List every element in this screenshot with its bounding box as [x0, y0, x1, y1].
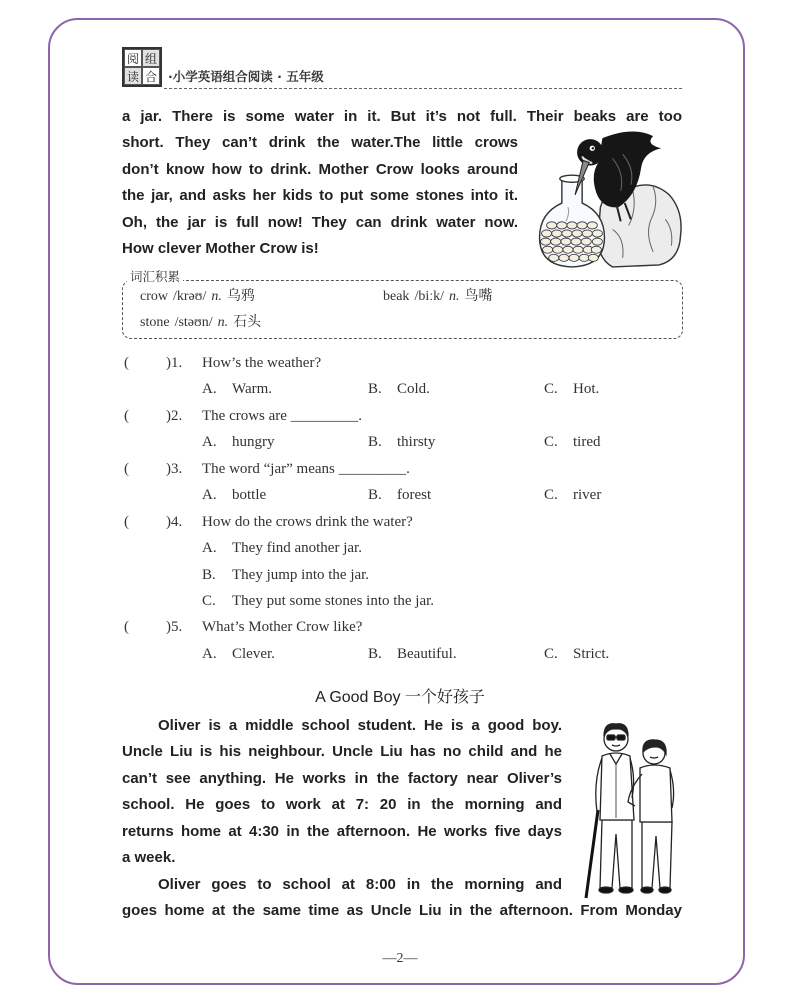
- option-text: tired: [573, 434, 601, 451]
- options-row: [0, 535, 790, 561]
- stones: [541, 222, 603, 262]
- option-text: Hot.: [573, 381, 600, 398]
- options-row: [0, 562, 790, 588]
- options-row: [0, 429, 790, 455]
- logo-char: 组: [142, 49, 160, 67]
- vocab-word: crow: [140, 289, 168, 304]
- question-row: [0, 456, 790, 482]
- answer-bracket-close: ): [166, 619, 171, 636]
- option-letter: B.: [202, 566, 216, 583]
- option-letter: C.: [544, 381, 558, 398]
- options-row: [0, 588, 790, 614]
- vocab-meaning: 鸟嘴: [464, 289, 493, 304]
- passage-line: Oliver is a middle school student. He is a good boy.: [158, 717, 562, 734]
- option-letter: B.: [368, 434, 382, 451]
- answer-bracket-close: ): [166, 407, 171, 424]
- passage-line: don’t know how to drink. Mother Crow looks around: [122, 160, 518, 178]
- question-number: [166, 614, 182, 640]
- option-letter: B.: [368, 487, 382, 504]
- sunglasses: [607, 735, 615, 740]
- answer-bracket-close: ): [166, 513, 171, 530]
- option-letter: A.: [202, 540, 217, 557]
- series-logo: [122, 47, 162, 87]
- option-letter: A.: [202, 381, 217, 398]
- passage-line: a jar. There is some water in it. But it’s not full. Their beaks are too: [122, 108, 682, 125]
- answer-bracket-open: (: [124, 460, 129, 477]
- vocab-pos: n.: [217, 315, 229, 330]
- option-letter: A.: [202, 434, 217, 451]
- passage-line: can’t see anything. He works in the factory near Oliver’s: [122, 769, 562, 787]
- header-divider: [164, 88, 682, 89]
- option-letter: A.: [202, 645, 217, 662]
- passage-line: the jar, and asks her kids to put some stones into it.: [122, 187, 518, 205]
- vocabulary-item: [140, 287, 260, 307]
- passage-line: returns home at 4:30 in the afternoon. He works five days: [122, 822, 562, 840]
- option-text: They jump into the jar.: [232, 566, 370, 583]
- question-text: The crows are _________.: [202, 407, 362, 424]
- question-text: What’s Mother Crow like?: [202, 619, 363, 636]
- question-text: How do the crows drink the water?: [202, 513, 413, 530]
- vocab-word: stone: [140, 315, 170, 330]
- option-text: Warm.: [232, 381, 273, 398]
- question-number: [166, 350, 182, 376]
- boy: [628, 740, 674, 893]
- question-number-text: 3.: [171, 460, 183, 477]
- option-text: Cold.: [397, 381, 430, 398]
- option-text: hungry: [232, 434, 275, 451]
- option-text: Strict.: [573, 645, 610, 662]
- question-row: [0, 614, 790, 640]
- option-text: river: [573, 487, 602, 504]
- passage-line: school. He goes to work at 7: 20 in the morning and: [122, 796, 562, 814]
- option-letter: C.: [544, 434, 558, 451]
- passage-line: goes home at the same time as Uncle Liu in the afternoon. From Monday: [122, 902, 682, 920]
- cane: [586, 810, 598, 898]
- passage-line: Oliver goes to school at 8:00 in the morning and: [158, 875, 562, 893]
- crow-jar-illustration: [530, 128, 685, 270]
- option-text: bottle: [232, 487, 267, 504]
- running-header: ·小学英语组合阅读 · 五年级: [168, 69, 324, 84]
- option-text: They put some stones into the jar.: [232, 592, 435, 609]
- passage-line: Oh, the jar is full now! They can drink water now.: [122, 213, 518, 231]
- option-letter: B.: [368, 645, 382, 662]
- question-number: [166, 403, 182, 429]
- question-number: [166, 456, 182, 482]
- options-row: [0, 376, 790, 402]
- passage-line: a week.: [122, 849, 176, 867]
- blind-man: [586, 724, 634, 898]
- answer-bracket-open: (: [124, 619, 129, 636]
- option-text: forest: [397, 487, 432, 504]
- passage-line: Uncle Liu is his neighbour. Uncle Liu has no child and he: [122, 743, 562, 761]
- vocabulary-label: 词汇积累: [127, 268, 183, 286]
- option-letter: C.: [544, 645, 558, 662]
- vocab-phonetic: /krəʊ/: [173, 289, 207, 304]
- question-row: [0, 403, 790, 429]
- question-number: [166, 509, 182, 535]
- logo-char: 阅: [124, 49, 142, 67]
- vocab-pos: n.: [211, 289, 222, 304]
- question-number-text: 1.: [171, 355, 183, 371]
- question-number-text: 2.: [171, 407, 183, 424]
- question-list: [0, 350, 790, 667]
- vocabulary-item: [140, 313, 266, 333]
- question-number-text: 4.: [171, 513, 183, 530]
- options-row: [0, 641, 790, 667]
- vocabulary-item: [383, 287, 498, 307]
- story-title: A Good Boy 一个好孩子: [315, 689, 485, 706]
- option-letter: C.: [202, 592, 216, 609]
- option-letter: A.: [202, 487, 217, 504]
- answer-bracket-close: ): [166, 355, 171, 371]
- option-letter: B.: [368, 381, 382, 398]
- question-number-text: 5.: [171, 619, 183, 636]
- question-text: The word “jar” means _________.: [202, 460, 410, 477]
- page-number: —2—: [382, 951, 418, 966]
- option-text: Clever.: [232, 645, 275, 662]
- answer-bracket-open: (: [124, 355, 129, 371]
- passage-line: short. They can’t drink the water.The little crows: [122, 134, 518, 152]
- vocab-word: beak: [383, 289, 410, 304]
- vocab-phonetic: /stəʊn/: [174, 315, 213, 330]
- answer-bracket-open: (: [124, 407, 129, 424]
- option-text: Beautiful.: [397, 645, 457, 662]
- vocab-meaning: 石头: [233, 315, 262, 330]
- option-text: They find another jar.: [232, 540, 362, 557]
- option-text: thirsty: [397, 434, 436, 451]
- passage-line: How clever Mother Crow is!: [122, 240, 319, 258]
- vocab-pos: n.: [449, 289, 460, 304]
- question-row: [0, 350, 790, 376]
- question-row: [0, 509, 790, 535]
- logo-char: 读: [124, 67, 142, 85]
- boy-helping-blind-man-illustration: [578, 712, 684, 904]
- vocab-meaning: 乌鸦: [226, 289, 255, 304]
- vocab-phonetic: /biːk/: [414, 289, 444, 304]
- option-letter: C.: [544, 487, 558, 504]
- logo-char: 合: [142, 67, 160, 85]
- answer-bracket-close: ): [166, 460, 171, 477]
- options-row: [0, 482, 790, 508]
- answer-bracket-open: (: [124, 513, 129, 530]
- question-text: How’s the weather?: [202, 355, 322, 371]
